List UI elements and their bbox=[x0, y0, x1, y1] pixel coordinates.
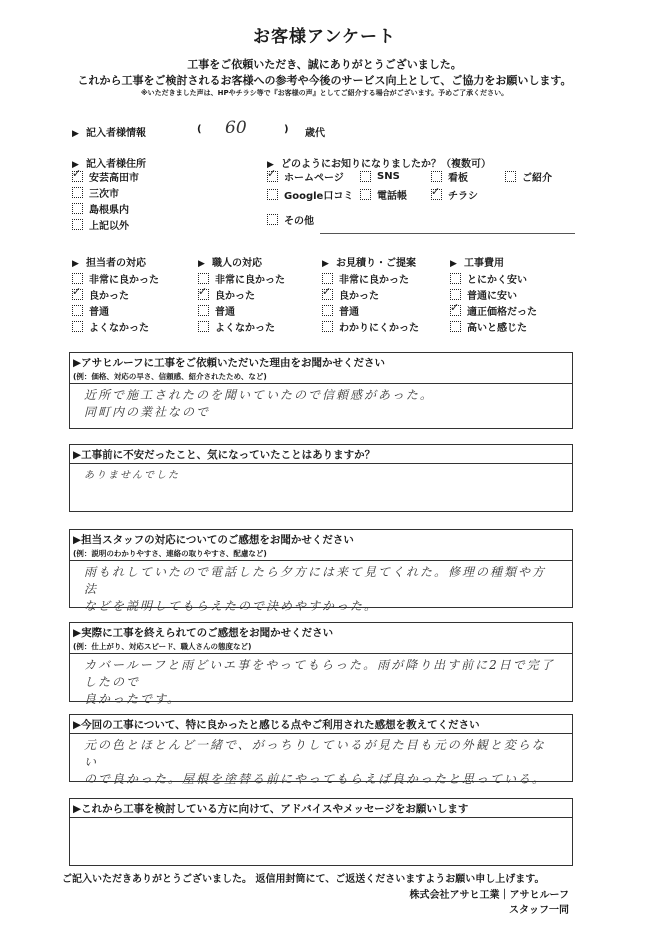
rating-group-estimate bbox=[322, 254, 419, 334]
option-label: 普通に安い bbox=[467, 290, 517, 302]
option-label: 上記以外 bbox=[89, 220, 129, 232]
checkbox-icon[interactable] bbox=[360, 189, 371, 200]
option-label: チラシ bbox=[448, 190, 478, 202]
rating-label bbox=[450, 254, 537, 270]
option-label: 非常に良かった bbox=[339, 274, 409, 286]
checkbox-checked-icon[interactable] bbox=[322, 289, 333, 300]
question-text: ▶担当スタッフの対応についてのご感想をお聞かせください bbox=[73, 534, 354, 546]
close-paren: ) bbox=[284, 124, 289, 135]
source-label-text: どのようにお知りになりましたか？（複数可） bbox=[281, 159, 491, 170]
checkbox-icon[interactable] bbox=[322, 273, 333, 284]
option-label: よくなかった bbox=[215, 322, 275, 334]
checkbox-icon[interactable] bbox=[431, 171, 442, 182]
question-example: (例：仕上がり、対応スピード、職人さんの態度など) bbox=[73, 642, 252, 651]
checkbox-checked-icon[interactable] bbox=[72, 289, 83, 300]
answer-line: 良かったです。 bbox=[84, 692, 182, 706]
rating-group-cost bbox=[450, 254, 537, 334]
option-label: よくなかった bbox=[89, 322, 149, 334]
address-label-text: 記入者様住所 bbox=[86, 159, 146, 170]
answer-line: 近所で施工されたのを聞いていたので信頼感があった。 bbox=[84, 388, 434, 402]
source-option[interactable] bbox=[360, 168, 400, 184]
answer-field[interactable] bbox=[70, 818, 572, 824]
open-paren: ( bbox=[197, 124, 202, 135]
checkbox-icon[interactable] bbox=[198, 321, 209, 332]
answer-line: などを説明してもらえたので決めやすかった。 bbox=[84, 599, 379, 613]
rating-label bbox=[198, 254, 285, 270]
source-option[interactable] bbox=[360, 186, 407, 202]
checkbox-icon[interactable] bbox=[72, 273, 83, 284]
age-suffix: 歳代 bbox=[305, 128, 325, 139]
checkbox-checked-icon[interactable] bbox=[198, 289, 209, 300]
question-header bbox=[70, 445, 572, 464]
option-label: 非常に良かった bbox=[89, 274, 159, 286]
question-example: (例：価格、対応の早さ、信頼感、紹介されたため、など) bbox=[73, 372, 267, 381]
checkbox-icon[interactable] bbox=[450, 321, 461, 332]
rating-option[interactable] bbox=[72, 270, 159, 286]
rating-option[interactable] bbox=[198, 302, 285, 318]
rating-option[interactable] bbox=[72, 302, 159, 318]
option-label: 島根県内 bbox=[89, 204, 129, 216]
question-header bbox=[70, 353, 572, 384]
respondent-info-text: 記入者様情報 bbox=[86, 128, 146, 139]
rating-option[interactable] bbox=[322, 302, 419, 318]
other-input-line[interactable] bbox=[320, 233, 575, 234]
question-box-staff bbox=[69, 529, 573, 613]
source-option[interactable] bbox=[505, 168, 552, 184]
question-header bbox=[70, 623, 572, 654]
answer-line: 同町内の業社なので bbox=[84, 405, 211, 419]
option-label: 普通 bbox=[89, 306, 109, 318]
intro-line-2: これから工事をご検討されるお客様への参考や今後のサービス向上として、ご協力をお願いします。 bbox=[77, 74, 572, 87]
checkbox-icon[interactable] bbox=[72, 321, 83, 332]
rating-label-text: お見積り・ご提案 bbox=[336, 258, 416, 269]
question-box-after-work bbox=[69, 622, 573, 706]
option-label: ご紹介 bbox=[522, 172, 552, 184]
rating-option[interactable] bbox=[450, 270, 537, 286]
address-options bbox=[72, 168, 139, 232]
source-option[interactable] bbox=[267, 186, 353, 202]
checkbox-icon[interactable] bbox=[322, 321, 333, 332]
question-box-advice bbox=[69, 798, 573, 866]
question-header bbox=[70, 715, 572, 734]
rating-group-craftsman bbox=[198, 254, 285, 334]
rating-option[interactable] bbox=[322, 270, 419, 286]
rating-option[interactable] bbox=[322, 286, 419, 302]
question-example: (例：説明のわかりやすさ、連絡の取りやすさ、配慮など) bbox=[73, 549, 267, 558]
checkbox-icon[interactable] bbox=[198, 305, 209, 316]
question-text: ▶アサヒルーフに工事をご依頼いただいた理由をお聞かせください bbox=[73, 357, 386, 369]
option-label: その他 bbox=[284, 215, 314, 227]
intro-note: ※いただきました声は、HPやチラシ等で『お客様の声』としてご紹介する場合がございます。予めご了承ください。 bbox=[140, 89, 509, 97]
rating-option[interactable] bbox=[198, 270, 285, 286]
answer-line: カバールーフと雨どいエ事をやってもらった。雨が降り出す前に2日で完了したので bbox=[84, 658, 555, 689]
rating-option[interactable] bbox=[198, 318, 285, 334]
rating-label-text: 工事費用 bbox=[464, 258, 504, 269]
checkbox-icon[interactable] bbox=[267, 214, 278, 225]
question-text: ▶今回の工事について、特に良かったと感じる点やご利用された感想を教えてください bbox=[73, 719, 480, 731]
answer-line: 雨もれしていたので電話したら夕方には来て見てくれた。修理の種類や方法 bbox=[84, 565, 547, 596]
question-header bbox=[70, 530, 572, 561]
checkbox-icon[interactable] bbox=[72, 187, 83, 198]
option-label: ホームページ bbox=[284, 172, 344, 184]
option-label: 良かった bbox=[215, 290, 255, 302]
rating-option[interactable] bbox=[450, 318, 537, 334]
option-label: 普通 bbox=[215, 306, 235, 318]
checkbox-icon[interactable] bbox=[267, 189, 278, 200]
triangle-icon: ▶ bbox=[72, 129, 79, 139]
option-label: 良かった bbox=[89, 290, 129, 302]
option-label: Google口コミ bbox=[284, 190, 354, 202]
question-text: ▶これから工事を検討している方に向けて、アドバイスやメッセージをお願いします bbox=[73, 803, 469, 815]
rating-group-staff bbox=[72, 254, 159, 334]
option-label: わかりにくかった bbox=[339, 322, 419, 334]
answer-line: ありませんでした bbox=[84, 470, 180, 481]
source-option[interactable] bbox=[267, 168, 344, 184]
answer-line: 元の色とほとんど一緒で、がっちりしているが見た目も元の外観と変らない bbox=[84, 738, 546, 769]
option-label: 普通 bbox=[339, 306, 359, 318]
footer-company: 株式会社アサヒ工業｜アサヒルーフ bbox=[409, 890, 569, 901]
checkbox-checked-icon[interactable] bbox=[431, 189, 442, 200]
option-label: 良かった bbox=[339, 290, 379, 302]
option-label: 非常に良かった bbox=[215, 274, 285, 286]
answer-field[interactable] bbox=[70, 384, 572, 424]
triangle-icon: ▶ bbox=[72, 160, 79, 170]
rating-option[interactable] bbox=[450, 286, 537, 302]
rating-option[interactable] bbox=[72, 286, 159, 302]
address-option[interactable] bbox=[72, 200, 139, 216]
answer-line: ので良かった。屋根を塗替る前にやってもらえば良かったと思っている。 bbox=[84, 772, 547, 786]
source-option[interactable] bbox=[267, 211, 314, 227]
age-field[interactable]: 60 bbox=[225, 118, 247, 138]
option-label: SNS bbox=[377, 170, 400, 182]
option-label: 高いと感じた bbox=[467, 322, 527, 334]
footer-staff: スタッフ一同 bbox=[509, 905, 569, 916]
option-label: 電話帳 bbox=[377, 190, 407, 202]
rating-option[interactable] bbox=[322, 318, 419, 334]
triangle-icon: ▶ bbox=[322, 259, 329, 269]
checkbox-icon[interactable] bbox=[450, 289, 461, 300]
rating-label-text: 担当者の対応 bbox=[86, 258, 146, 269]
question-text: ▶工事前に不安だったこと、気になっていたことはありますか？ bbox=[73, 449, 376, 461]
checkbox-icon[interactable] bbox=[505, 171, 516, 182]
option-label: 看板 bbox=[448, 172, 468, 184]
question-box-reason bbox=[69, 352, 573, 429]
question-text: ▶実際に工事を終えられてのご感想をお聞かせください bbox=[73, 627, 334, 639]
rating-option[interactable] bbox=[450, 302, 537, 318]
answer-field[interactable] bbox=[70, 734, 572, 791]
checkbox-icon[interactable] bbox=[72, 219, 83, 230]
source-option[interactable] bbox=[431, 186, 478, 202]
rating-label bbox=[322, 254, 419, 270]
footer-thanks: ご記入いただきありがとうございました。 返信用封筒にて、ご返送くださいますようお願い申し上げます。 bbox=[62, 874, 545, 885]
checkbox-icon[interactable] bbox=[72, 203, 83, 214]
rating-label-text: 職人の対応 bbox=[212, 258, 262, 269]
triangle-icon: ▶ bbox=[267, 160, 274, 170]
respondent-info-label bbox=[72, 124, 146, 139]
triangle-icon: ▶ bbox=[450, 259, 457, 269]
triangle-icon: ▶ bbox=[198, 259, 205, 269]
rating-option[interactable] bbox=[198, 286, 285, 302]
checkbox-icon[interactable] bbox=[322, 305, 333, 316]
checkbox-checked-icon[interactable] bbox=[450, 305, 461, 316]
question-box-concerns bbox=[69, 444, 573, 512]
rating-option[interactable] bbox=[72, 318, 159, 334]
address-option[interactable] bbox=[72, 168, 139, 184]
checkbox-checked-icon[interactable] bbox=[267, 171, 278, 182]
answer-field[interactable] bbox=[70, 561, 572, 618]
rating-label bbox=[72, 254, 159, 270]
checkbox-icon[interactable] bbox=[72, 305, 83, 316]
option-label: 適正価格だった bbox=[467, 306, 537, 318]
answer-field[interactable] bbox=[70, 654, 572, 711]
address-option[interactable] bbox=[72, 184, 139, 200]
page-title: お客様アンケート bbox=[253, 27, 396, 47]
address-option[interactable] bbox=[72, 216, 139, 232]
question-header bbox=[70, 799, 572, 818]
option-label: 安芸高田市 bbox=[89, 172, 139, 184]
checkbox-icon[interactable] bbox=[450, 273, 461, 284]
checkbox-icon[interactable] bbox=[198, 273, 209, 284]
triangle-icon: ▶ bbox=[72, 259, 79, 269]
option-label: とにかく安い bbox=[467, 274, 527, 286]
intro-line-1: 工事をご依頼いただき、誠にありがとうございました。 bbox=[187, 58, 462, 71]
option-label: 三次市 bbox=[89, 188, 119, 200]
answer-field[interactable] bbox=[70, 464, 572, 487]
question-box-good-points bbox=[69, 714, 573, 786]
source-option[interactable] bbox=[431, 168, 468, 184]
checkbox-checked-icon[interactable] bbox=[72, 171, 83, 182]
checkbox-icon[interactable] bbox=[360, 171, 371, 182]
